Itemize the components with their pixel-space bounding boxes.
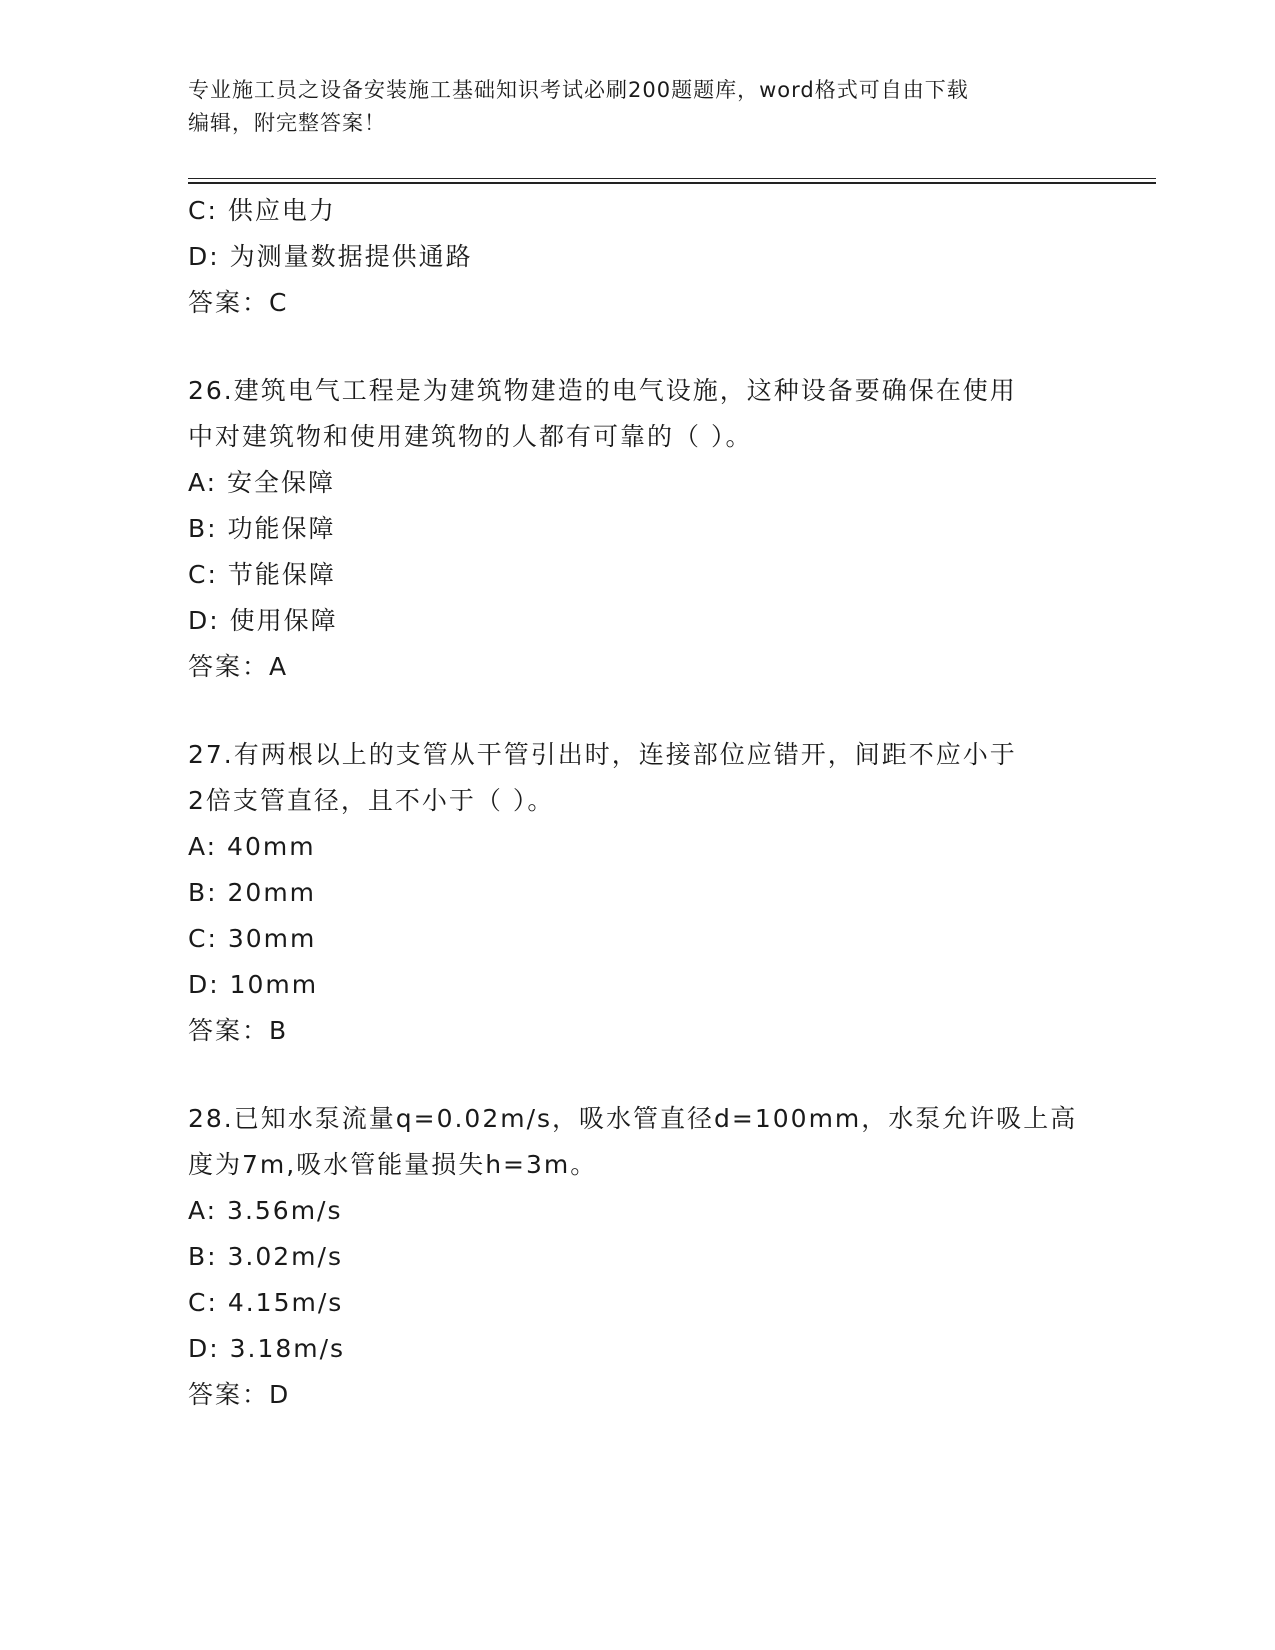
question-spacer	[188, 690, 1088, 732]
question-stem-line1: 26.建筑电气工程是为建筑物建造的电气设施，这种设备要确保在使用	[188, 376, 1017, 405]
question-list	[188, 188, 1088, 1418]
header-divider-thin	[188, 178, 1156, 179]
question-stem-line2: 2倍支管直径，且不小于（ ）。	[188, 786, 555, 815]
answer-line: 答案：A	[188, 652, 289, 681]
option-d: D: 为测量数据提供通路	[188, 242, 473, 271]
option-d: D: 3.18m/s	[188, 1334, 346, 1363]
option-b: B: 3.02m/s	[188, 1242, 343, 1271]
answer-line: 答案：D	[188, 1380, 291, 1409]
question-stem-line2: 中对建筑物和使用建筑物的人都有可靠的（ ）。	[188, 422, 753, 451]
option-c: C: 30mm	[188, 924, 317, 953]
question-26	[188, 368, 1088, 690]
header-title-line1: 专业施工员之设备安装施工基础知识考试必刷200题题库，word格式可自由下载	[188, 78, 969, 102]
question-spacer	[188, 326, 1088, 368]
header-title-line2: 编辑，附完整答案！	[188, 111, 386, 135]
option-b: B: 功能保障	[188, 514, 336, 543]
question-stem-line1: 28.已知水泵流量q=0.02m/s，吸水管直径d=100mm，水泵允许吸上高	[188, 1104, 1078, 1133]
question-stem-line2: 度为7m,吸水管能量损失h=3m。	[188, 1150, 598, 1179]
document-header	[188, 74, 1088, 140]
option-a: A: 3.56m/s	[188, 1196, 343, 1225]
question-28	[188, 1096, 1088, 1418]
option-d: D: 使用保障	[188, 606, 338, 635]
question-stem-line1: 27.有两根以上的支管从干管引出时，连接部位应错开，间距不应小于	[188, 740, 1017, 769]
option-c: C: 节能保障	[188, 560, 336, 589]
question-spacer	[188, 1054, 1088, 1096]
option-a: A: 40mm	[188, 832, 316, 861]
header-divider-thick	[188, 182, 1156, 184]
option-a: A: 安全保障	[188, 468, 336, 497]
question-27	[188, 732, 1088, 1054]
option-c: C: 4.15m/s	[188, 1288, 344, 1317]
option-c: C: 供应电力	[188, 196, 336, 225]
answer-line: 答案：B	[188, 1016, 289, 1045]
answer-line: 答案：C	[188, 288, 289, 317]
question-25	[188, 188, 1088, 326]
option-b: B: 20mm	[188, 878, 317, 907]
option-d: D: 10mm	[188, 970, 319, 999]
